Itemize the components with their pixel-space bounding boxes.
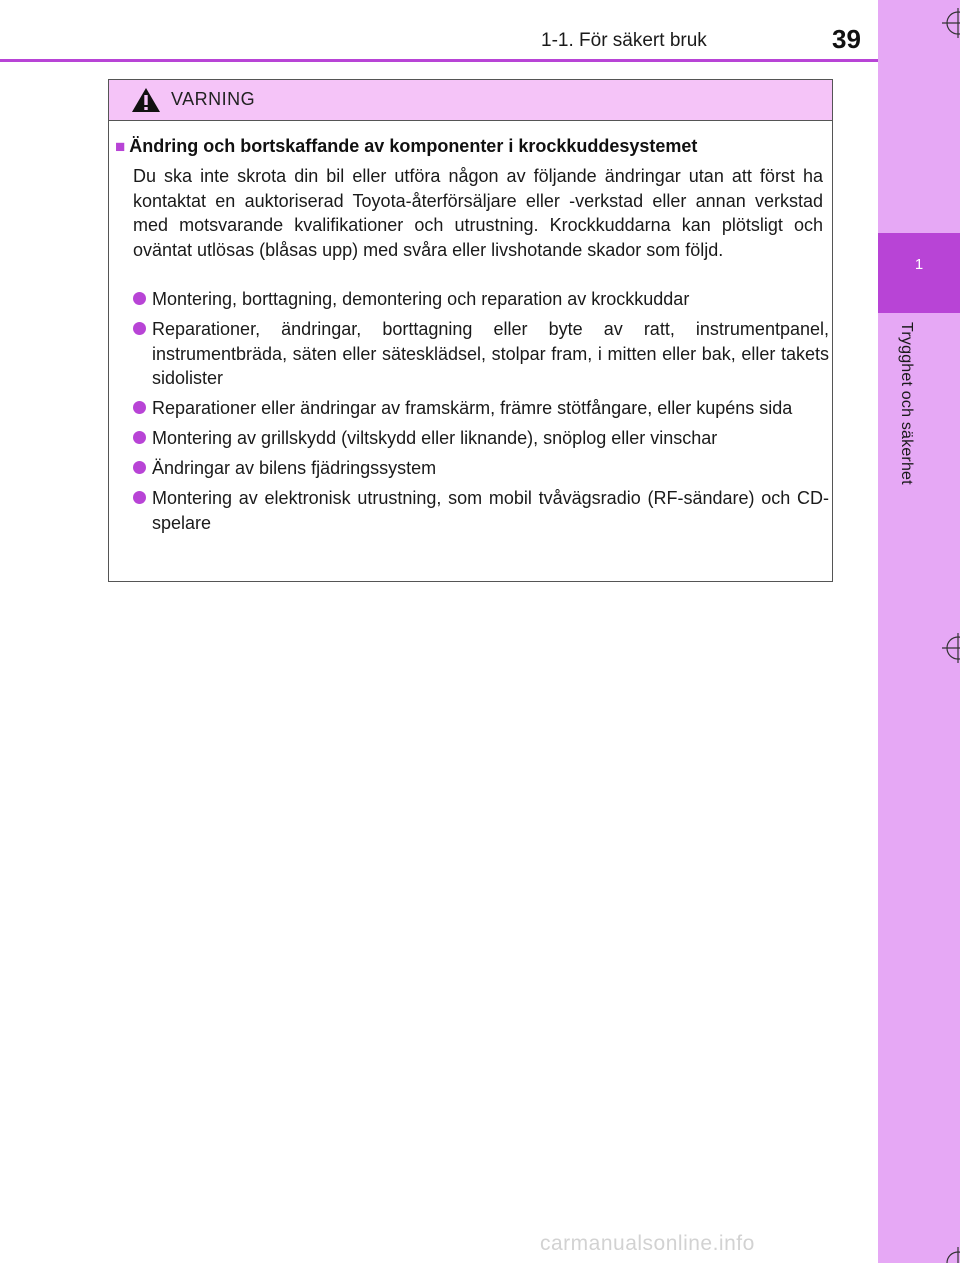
list-item xyxy=(131,426,829,451)
list-item xyxy=(131,486,829,535)
square-bullet-icon: ■ xyxy=(115,137,126,156)
registration-mark-icon xyxy=(938,1247,960,1263)
section-heading xyxy=(115,136,697,157)
list-item-text: Montering av elektronisk utrustning, som mobil tvåvägsradio (RF-sändare) och CD-spelare xyxy=(152,488,829,533)
warning-box xyxy=(108,79,833,582)
list-item-text: Montering av grillskydd (viltskydd eller liknande), snöplog eller vinschar xyxy=(152,428,718,448)
list-item xyxy=(131,456,829,481)
watermark: carmanualsonline.info xyxy=(540,1232,755,1255)
warning-title: VARNING xyxy=(171,89,256,109)
bullet-list xyxy=(131,287,829,541)
list-item-text: Montering, borttagning, demontering och reparation av krockkuddar xyxy=(152,289,690,309)
registration-mark-icon xyxy=(938,633,960,663)
bullet-dot-icon xyxy=(133,491,146,504)
bullet-dot-icon xyxy=(133,431,146,444)
list-item-text: Reparationer, ändringar, borttagning eller byte av ratt, instrumentpanel, instrumentbräda, säten eller sätesklädsel, stolpar fram, i mitten eller bak, eller takets sidolister xyxy=(152,319,829,388)
warning-triangle-icon xyxy=(131,87,161,113)
chapter-title: Trygghet och säkerhet xyxy=(898,322,915,485)
list-item xyxy=(131,317,829,391)
section-heading-text: Ändring och bortskaffande av komponenter i krockkuddesystemet xyxy=(129,136,698,156)
list-item-text: Ändringar av bilens fjädringssystem xyxy=(152,458,437,478)
chapter-number: 1 xyxy=(914,256,924,273)
bullet-dot-icon xyxy=(133,461,146,474)
list-item-text: Reparationer eller ändringar av framskärm, främre stötfångare, eller kupéns sida xyxy=(152,398,793,418)
list-item xyxy=(131,287,829,312)
registration-mark-icon xyxy=(938,8,960,38)
section-title: 1-1. För säkert bruk xyxy=(541,30,707,51)
bullet-dot-icon xyxy=(133,292,146,305)
list-item xyxy=(131,396,829,421)
intro-paragraph: Du ska inte skrota din bil eller utföra någon av följande ändringar utan att först ha kontaktat en auktoriserad Toyota-återförsäljare eller -verkstad eller annan verkstad med motsvarande kvalifikationer och utrustning. Krockkuddarna kan plötsligt och oväntat utlösas (blåsas upp) med svåra eller livshotande skador som följd. xyxy=(133,166,823,260)
bullet-dot-icon xyxy=(133,401,146,414)
warning-header xyxy=(109,80,832,121)
page-number: 39 xyxy=(832,24,861,54)
header-rule xyxy=(0,59,878,62)
chapter-tab[interactable] xyxy=(878,233,960,313)
bullet-dot-icon xyxy=(133,322,146,335)
side-strip xyxy=(878,0,960,1263)
